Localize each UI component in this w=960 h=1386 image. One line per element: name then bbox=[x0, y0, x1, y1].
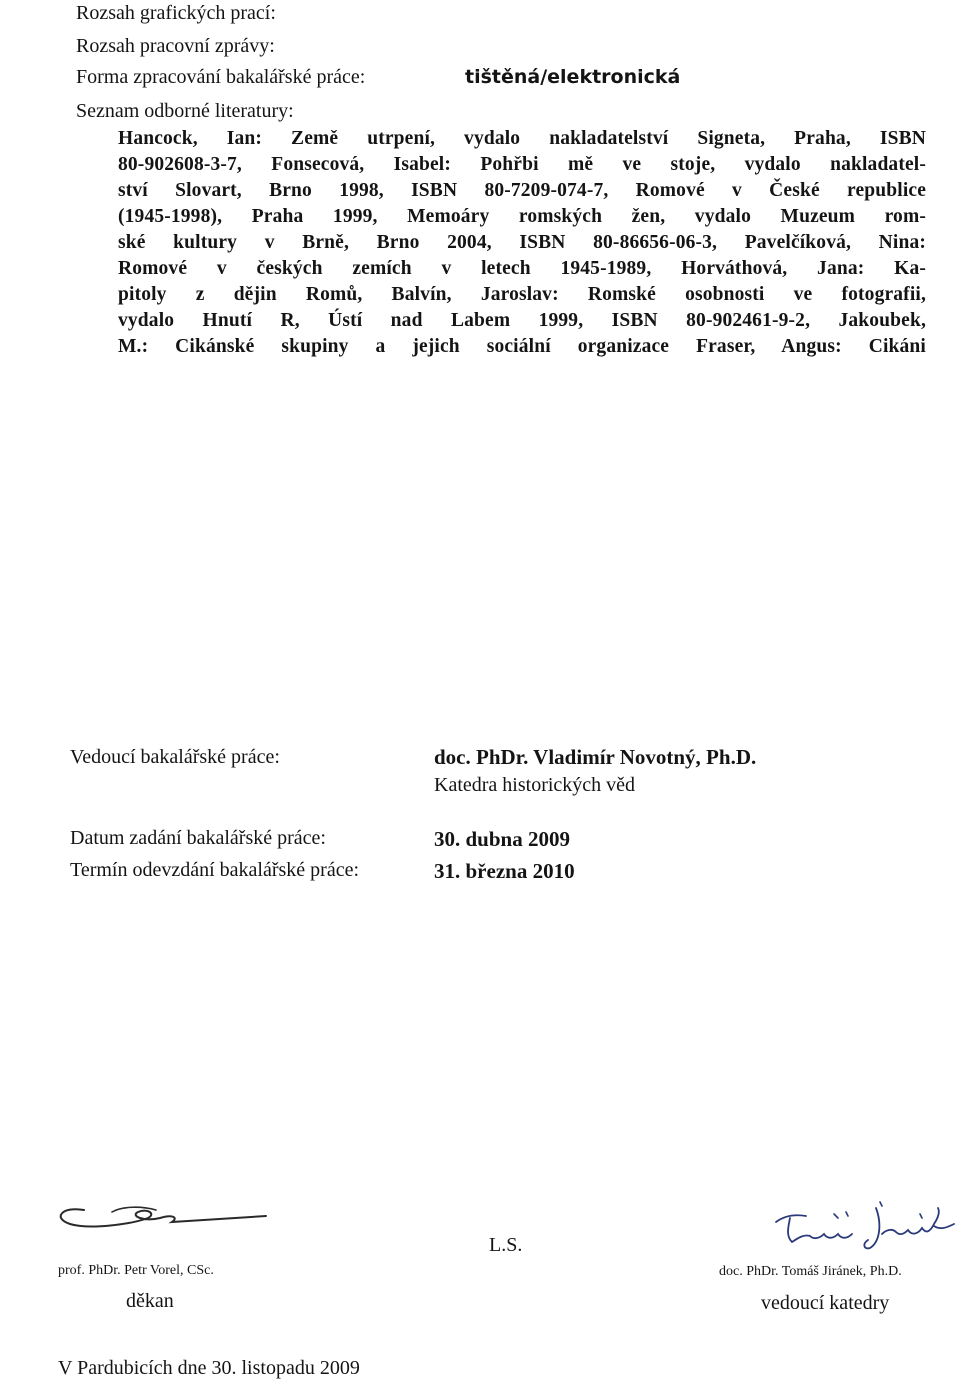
head-signature-icon bbox=[764, 1194, 960, 1254]
supervisor-label: Vedoucí bakalářské práce: bbox=[70, 746, 280, 768]
literature-line: Hancock, Ian: Země utrpení, vydalo nakladatelství Signeta, Praha, ISBN bbox=[118, 128, 926, 149]
literature-line: ské kultury v Brně, Brno 2004, ISBN 80-86656-06-3, Pavelčíková, Nina: bbox=[118, 232, 926, 253]
dean-name: prof. PhDr. Petr Vorel, CSc. bbox=[58, 1263, 214, 1278]
assigned-date-label: Datum zadání bakalářské práce: bbox=[70, 827, 326, 849]
literature-line: vydalo Hnutí R, Ústí nad Labem 1999, ISBN 80-902461-9-2, Jakoubek, bbox=[118, 310, 926, 331]
literature-line: pitoly z dějin Romů, Balvín, Jaroslav: Romské osobnosti ve fotografii, bbox=[118, 284, 926, 305]
literature-line: ství Slovart, Brno 1998, ISBN 80-7209-074-7, Romové v České republice bbox=[118, 180, 926, 201]
deadline-value: 31. března 2010 bbox=[434, 859, 575, 883]
literature-line: 80-902608-3-7, Fonsecová, Isabel: Pohřbi mě ve stoje, vydalo nakladatel- bbox=[118, 154, 926, 175]
head-name: doc. PhDr. Tomáš Jiránek, Ph.D. bbox=[719, 1264, 902, 1279]
literature-line: Romové v českých zemích v letech 1945-1989, Horváthová, Jana: Ka- bbox=[118, 258, 926, 279]
assigned-date-value: 30. dubna 2009 bbox=[434, 827, 570, 851]
report-scope-label: Rozsah pracovní zprávy: bbox=[76, 35, 275, 57]
dean-title: děkan bbox=[126, 1290, 174, 1312]
seal-label: L.S. bbox=[489, 1234, 523, 1256]
literature-line: M.: Cikánské skupiny a jejich sociální organizace Fraser, Angus: Cikáni bbox=[118, 336, 926, 357]
literature-label: Seznam odborné literatury: bbox=[76, 100, 294, 122]
form-value: tištěná/elektronická bbox=[465, 66, 681, 88]
supervisor-name: doc. PhDr. Vladimír Novotný, Ph.D. bbox=[434, 745, 757, 769]
deadline-label: Termín odevzdání bakalářské práce: bbox=[70, 859, 360, 881]
form-label: Forma zpracování bakalářské práce: bbox=[76, 66, 366, 88]
literature-list bbox=[118, 126, 926, 360]
literature-line: (1945-1998), Praha 1999, Memoáry romských žen, vydalo Muzeum rom- bbox=[118, 206, 926, 227]
place-date: V Pardubicích dne 30. listopadu 2009 bbox=[58, 1357, 360, 1379]
dean-signature-icon bbox=[52, 1196, 272, 1246]
graphics-scope-label: Rozsah grafických prací: bbox=[76, 2, 276, 24]
supervisor-department: Katedra historických věd bbox=[434, 774, 636, 796]
head-title: vedoucí katedry bbox=[761, 1292, 890, 1314]
